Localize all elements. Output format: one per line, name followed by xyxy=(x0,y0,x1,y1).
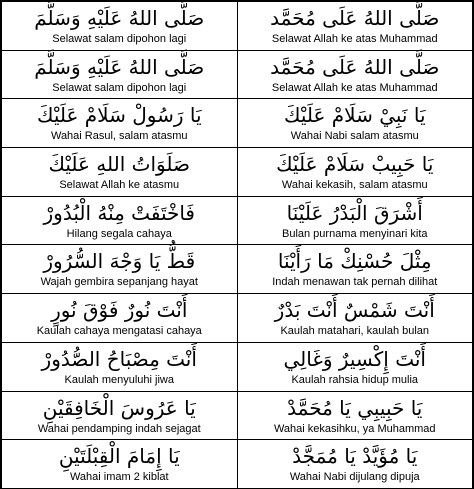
malay-translation: Wahai pendamping indah sejagat xyxy=(37,422,201,435)
malay-translation: Indah menawan tak pernah dilihat xyxy=(272,276,438,289)
lyric-cell-left xyxy=(2,2,238,51)
lyric-cell-left xyxy=(2,148,238,197)
arabic-line: أَنْتَ شَمْسٌ أَنْتَ بَدْرٌ xyxy=(274,298,435,323)
arabic-line: أَنْتَ إِكْسِيرٌ وَغَالِي xyxy=(283,346,426,371)
lyric-cell-right xyxy=(237,342,473,391)
arabic-line: يَا إِمَامَ الْقِبْلَتَيْنِ xyxy=(58,444,180,469)
arabic-line: قَطُّ يَا وَجْهَ السُّرُورْ xyxy=(43,249,196,274)
arabic-line: صَلَوَاتُ اللهِ عَلَيْكَ xyxy=(48,152,190,177)
arabic-line: يَا حَبِيبْ سَلَامْ عَلَيْكَ xyxy=(276,152,434,177)
arabic-line: صَلَّى اللهُ عَلَيْهِ وَسَلَّمَ xyxy=(34,54,205,79)
table-row xyxy=(2,391,473,440)
malay-translation: Selawat Allah ke atas Muhammad xyxy=(271,33,438,45)
table-row xyxy=(2,245,473,294)
lyric-cell-right xyxy=(237,245,473,294)
arabic-line: يَا عَرُوسَ الْخَافِقَيْنِ xyxy=(42,395,196,420)
lyric-cell-right xyxy=(237,2,473,51)
lyric-cell-left xyxy=(2,294,238,343)
lyric-cell-left xyxy=(2,245,238,294)
arabic-line: صَلَّى اللهُ عَلَى مُحَمَّد xyxy=(270,6,440,30)
arabic-line: فَاخْتَفَتْ مِنْهُ الْبُدُورْ xyxy=(43,200,195,225)
arabic-line: أَشْرَقَ الْبَدْرُ عَلَيْنَا xyxy=(286,200,423,225)
table-row xyxy=(2,50,473,99)
malay-translation: Wahai Rasul, salam atasmu xyxy=(50,130,188,143)
lyric-cell-left xyxy=(2,99,238,148)
malay-translation: Kaulah menyuluhi jiwa xyxy=(64,373,174,386)
lyric-cell-right xyxy=(237,99,473,148)
malay-translation: Selawat salam dipohon lagi xyxy=(52,81,187,94)
arabic-line: يَا رَسُولْ سَلَامْ عَلَيْكَ xyxy=(36,103,202,128)
malay-translation: Wahai kekasih, salam atasmu xyxy=(281,179,428,192)
lyric-cell-right xyxy=(237,391,473,440)
lyric-cell-left xyxy=(2,342,238,391)
lyric-cell-left xyxy=(2,50,238,99)
lyric-cell-left xyxy=(2,391,238,440)
table-row xyxy=(2,148,473,197)
table-row xyxy=(2,99,473,148)
arabic-line: يَا مُؤَيَّدْ يَا مُمَجَّدْ xyxy=(292,444,418,469)
lyric-cell-right xyxy=(237,294,473,343)
malay-translation: Hilang segala cahaya xyxy=(66,227,172,240)
malay-translation: Wahai kekasihku, ya Muhammad xyxy=(273,422,436,435)
table-row xyxy=(2,196,473,245)
arabic-line: أَنْتَ مِصْبَاحُ الصُّدُورْ xyxy=(41,346,197,371)
malay-translation: Selawat Allah ke atasmu xyxy=(59,179,180,192)
lyric-cell-right xyxy=(237,50,473,99)
lyric-cell-left xyxy=(2,440,238,489)
malay-translation: Wahai Nabi salam atasmu xyxy=(290,130,419,143)
table-row xyxy=(2,440,473,489)
malay-translation: Bulan purnama menyinari kita xyxy=(281,227,428,240)
malay-translation: Wahai imam 2 kiblat xyxy=(69,471,169,484)
lyric-cell-right xyxy=(237,440,473,489)
malay-translation: Wahai Nabi dijulang dipuja xyxy=(289,471,420,484)
lyrics-table-body xyxy=(2,2,473,489)
table-row xyxy=(2,294,473,343)
lyric-cell-right xyxy=(237,196,473,245)
arabic-line: يَا نَبِيْ سَلَامْ عَلَيْكَ xyxy=(283,103,426,128)
arabic-line: صَلَّى اللهُ عَلَيْهِ وَسَلَّمَ xyxy=(34,6,205,30)
malay-translation: Wajah gembira sepanjang hayat xyxy=(40,276,198,289)
malay-translation: Kaulah matahari, kaulah bulan xyxy=(280,325,430,338)
malay-translation: Kaulah rahsia hidup mulia xyxy=(291,373,419,386)
lyric-cell-left xyxy=(2,196,238,245)
table-row xyxy=(2,2,473,51)
arabic-line: أَنْتَ نُورٌ فَوْقَ نُورٍ xyxy=(51,298,188,323)
arabic-line: يَا حَبِيبِي يَا مُحَمَّدْ xyxy=(287,395,423,420)
malay-translation: Selawat salam dipohon lagi xyxy=(52,33,187,45)
arabic-line: مِثْلَ حُسْنِكْ مَا رَأَيْنَا xyxy=(277,249,432,274)
arabic-line: صَلَّى اللهُ عَلَى مُحَمَّد xyxy=(270,54,440,79)
malay-translation: Selawat Allah ke atas Muhammad xyxy=(271,81,438,94)
table-row xyxy=(2,342,473,391)
malay-translation: Kaulah cahaya mengatasi cahaya xyxy=(36,325,202,338)
lyric-cell-right xyxy=(237,148,473,197)
lyrics-table xyxy=(1,1,473,489)
